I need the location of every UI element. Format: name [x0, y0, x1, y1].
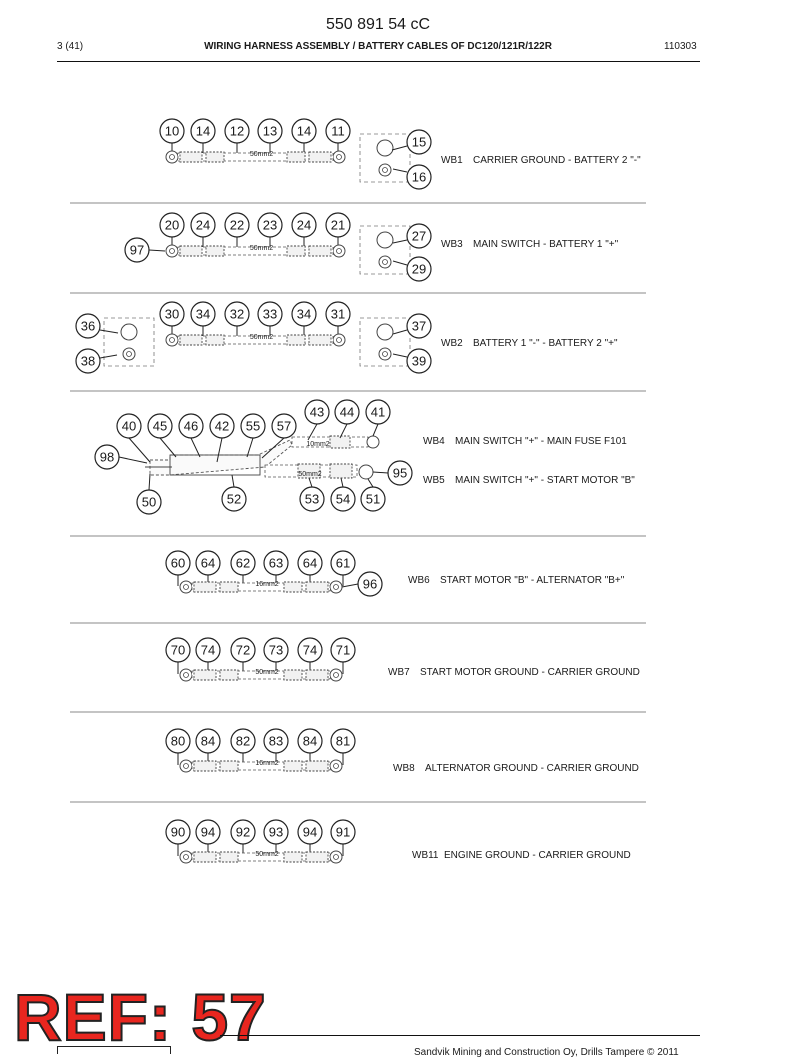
ring-terminal	[330, 760, 342, 772]
harness-wb1	[70, 119, 646, 203]
item-number: 24	[195, 217, 211, 233]
item-number: 44	[339, 404, 355, 420]
terminal-eye	[121, 324, 137, 340]
item-number: 52	[226, 491, 242, 507]
crimp-sleeve	[180, 246, 202, 256]
harness-wb3	[70, 213, 646, 293]
crimp-sleeve	[194, 761, 216, 771]
item-number: 96	[362, 576, 378, 592]
harness-wb8	[70, 729, 646, 802]
harness-code: WB3	[441, 239, 463, 250]
leader-line	[393, 330, 407, 334]
harness-description: BATTERY 1 "-" - BATTERY 2 "+"	[473, 338, 618, 349]
harness-code: WB4	[423, 436, 445, 447]
leader-line	[393, 354, 407, 357]
document-date: 110303	[664, 41, 697, 52]
document-number: 550 891 54 cC	[325, 16, 431, 33]
leader-line	[149, 474, 150, 490]
item-number: 63	[268, 555, 284, 571]
item-number: 12	[229, 123, 245, 139]
crimp-sleeve	[206, 246, 224, 256]
item-number: 21	[330, 217, 346, 233]
terminal-washer	[379, 256, 391, 268]
harness-description: ALTERNATOR GROUND - CARRIER GROUND	[425, 763, 639, 774]
page-number: 3 (41)	[57, 41, 84, 52]
leader-line	[247, 438, 253, 457]
item-number: 27	[411, 228, 427, 244]
leader-line	[129, 438, 150, 462]
cable-size: 16mm2	[255, 581, 279, 588]
harness-description: START MOTOR "B" - ALTERNATOR "B+"	[440, 575, 625, 586]
footer-divider	[220, 1035, 700, 1036]
ring-terminal	[180, 760, 192, 772]
item-number: 55	[245, 418, 261, 434]
item-number: 34	[195, 306, 211, 322]
ring-terminal	[180, 581, 192, 593]
crimp-sleeve	[287, 335, 305, 345]
harness-code: WB11	[412, 850, 439, 861]
item-number: 94	[200, 824, 216, 840]
item-number: 83	[268, 733, 284, 749]
crimp-sleeve	[194, 670, 216, 680]
leader-line	[100, 330, 118, 333]
harness-wb6	[70, 551, 646, 623]
item-number: 57	[276, 418, 292, 434]
item-number: 37	[411, 318, 427, 334]
crimp-sleeve	[284, 761, 302, 771]
crimp-sleeve	[220, 670, 238, 680]
item-number: 51	[365, 491, 381, 507]
item-number: 34	[296, 306, 312, 322]
terminal-eye	[377, 140, 393, 156]
cable-size: 50mm2	[249, 245, 274, 252]
item-number: 13	[262, 123, 278, 139]
item-number: 20	[164, 217, 180, 233]
ring-terminal	[166, 334, 178, 346]
crimp-sleeve	[306, 852, 328, 862]
item-number: 50	[141, 494, 157, 510]
cable-size: 50mm2	[298, 471, 322, 478]
item-number: 74	[200, 642, 216, 658]
harness-code: WB5	[423, 475, 445, 486]
item-number: 40	[121, 418, 137, 434]
harness-code: WB6	[408, 575, 430, 586]
leader-line	[341, 478, 343, 487]
ring-terminal	[166, 151, 178, 163]
ring-terminal	[333, 245, 345, 257]
harness-wb2	[70, 302, 646, 391]
item-number: 74	[302, 642, 318, 658]
item-number: 82	[235, 733, 251, 749]
item-number: 54	[335, 491, 351, 507]
ring-terminal	[330, 581, 342, 593]
item-number: 64	[200, 555, 216, 571]
crimp-sleeve	[287, 152, 305, 162]
item-number: 81	[335, 733, 351, 749]
terminal-eye	[377, 232, 393, 248]
item-number: 29	[411, 261, 427, 277]
harness-code: WB7	[388, 667, 410, 678]
crimp-sleeve	[330, 464, 352, 478]
item-number: 24	[296, 217, 312, 233]
item-number: 64	[302, 555, 318, 571]
item-number: 73	[268, 642, 284, 658]
item-number: 23	[262, 217, 278, 233]
item-number: 42	[214, 418, 230, 434]
item-number: 60	[170, 555, 186, 571]
terminal-eye	[377, 324, 393, 340]
item-number: 15	[411, 134, 427, 150]
leader-line	[149, 250, 165, 251]
item-number: 93	[268, 824, 284, 840]
crimp-sleeve	[309, 335, 331, 345]
item-number: 97	[129, 242, 145, 258]
item-number: 16	[411, 169, 427, 185]
item-number: 11	[331, 123, 345, 139]
harness-description: MAIN SWITCH - BATTERY 1 "+"	[473, 239, 619, 250]
leader-line	[373, 424, 378, 436]
leader-line	[119, 457, 147, 463]
item-number: 90	[170, 824, 186, 840]
leader-line	[393, 169, 407, 172]
item-number: 62	[235, 555, 251, 571]
harness-description: START MOTOR GROUND - CARRIER GROUND	[420, 667, 640, 678]
leader-line	[160, 438, 176, 457]
harness-description: MAIN SWITCH "+" - MAIN FUSE F101	[455, 436, 627, 447]
leader-line	[392, 146, 407, 150]
leader-line	[100, 355, 117, 358]
crimp-sleeve	[287, 246, 305, 256]
leader-line	[191, 438, 200, 457]
crimp-sleeve	[284, 852, 302, 862]
item-number: 98	[99, 449, 115, 465]
item-number: 80	[170, 733, 186, 749]
ring-terminal	[180, 851, 192, 863]
crimp-sleeve	[284, 582, 302, 592]
item-number: 10	[164, 123, 180, 139]
harness-description: CARRIER GROUND - BATTERY 2 "-"	[473, 155, 641, 166]
ring-terminal	[333, 151, 345, 163]
item-number: 14	[195, 123, 211, 139]
item-number: 41	[370, 404, 386, 420]
item-number: 39	[411, 353, 427, 369]
cable-size: 10mm2	[306, 441, 330, 448]
crimp-sleeve	[220, 852, 238, 862]
item-number: 95	[392, 465, 408, 481]
crimp-sleeve	[194, 582, 216, 592]
crimp-sleeve	[306, 761, 328, 771]
crimp-sleeve	[206, 335, 224, 345]
footer-copyright: Sandvik Mining and Construction Oy, Drills Tampere © 2011	[414, 1047, 679, 1058]
leader-line	[393, 240, 407, 243]
harness-description: MAIN SWITCH "+" - START MOTOR "B"	[455, 475, 635, 486]
crimp-sleeve	[180, 152, 202, 162]
leader-line	[393, 261, 407, 265]
crimp-sleeve	[309, 152, 331, 162]
crimp-sleeve	[306, 582, 328, 592]
page-title: WIRING HARNESS ASSEMBLY / BATTERY CABLES OF DC120/121R/122R	[204, 41, 552, 52]
harness-wb4-wb5	[70, 400, 646, 536]
item-number: 70	[170, 642, 186, 658]
item-number: 38	[80, 353, 96, 369]
harness-wb7	[70, 638, 646, 712]
harness-code: WB2	[441, 338, 463, 349]
cable-size: 50mm2	[249, 151, 274, 158]
item-number: 46	[183, 418, 199, 434]
crimp-sleeve	[284, 670, 302, 680]
item-number: 61	[335, 555, 351, 571]
cable-size: 50mm2	[249, 334, 274, 341]
item-number: 71	[335, 642, 351, 658]
item-number: 32	[229, 306, 245, 322]
item-number: 91	[335, 824, 351, 840]
harness-code: WB1	[441, 155, 463, 166]
terminal-washer	[123, 348, 135, 360]
ring-terminal	[330, 669, 342, 681]
crimp-sleeve	[180, 335, 202, 345]
cable-size: 50mm2	[255, 669, 279, 676]
ring-terminal	[330, 851, 342, 863]
harness-code: WB8	[393, 763, 415, 774]
crimp-sleeve	[309, 246, 331, 256]
item-number: 53	[304, 491, 320, 507]
ring-terminal	[166, 245, 178, 257]
ring-terminal	[333, 334, 345, 346]
item-number: 45	[152, 418, 168, 434]
harness-wb11	[166, 820, 631, 863]
item-number: 94	[302, 824, 318, 840]
cable-size: 16mm2	[255, 760, 279, 767]
item-number: 31	[330, 306, 346, 322]
cable-size: 50mm2	[255, 851, 279, 858]
ring-terminal	[359, 465, 373, 479]
crimp-sleeve	[220, 761, 238, 771]
crimp-sleeve	[306, 670, 328, 680]
crimp-sleeve	[220, 582, 238, 592]
reference-stamp: REF: 57	[14, 980, 267, 1054]
leader-line	[342, 584, 358, 587]
leader-line	[232, 475, 234, 487]
item-number: 84	[200, 733, 216, 749]
item-number: 72	[235, 642, 251, 658]
item-number: 22	[229, 217, 245, 233]
item-number: 43	[309, 404, 325, 420]
crimp-sleeve	[206, 152, 224, 162]
terminal-washer	[379, 348, 391, 360]
harness-description: ENGINE GROUND - CARRIER GROUND	[444, 850, 631, 861]
leader-line	[368, 479, 373, 487]
item-number: 14	[296, 123, 312, 139]
crimp-sleeve	[194, 852, 216, 862]
item-number: 36	[80, 318, 96, 334]
leader-line	[373, 472, 388, 473]
terminal-washer	[379, 164, 391, 176]
ring-terminal	[367, 436, 379, 448]
ring-terminal	[180, 669, 192, 681]
leader-line	[309, 478, 312, 487]
item-number: 92	[235, 824, 251, 840]
item-number: 30	[164, 306, 180, 322]
item-number: 33	[262, 306, 278, 322]
item-number: 84	[302, 733, 318, 749]
